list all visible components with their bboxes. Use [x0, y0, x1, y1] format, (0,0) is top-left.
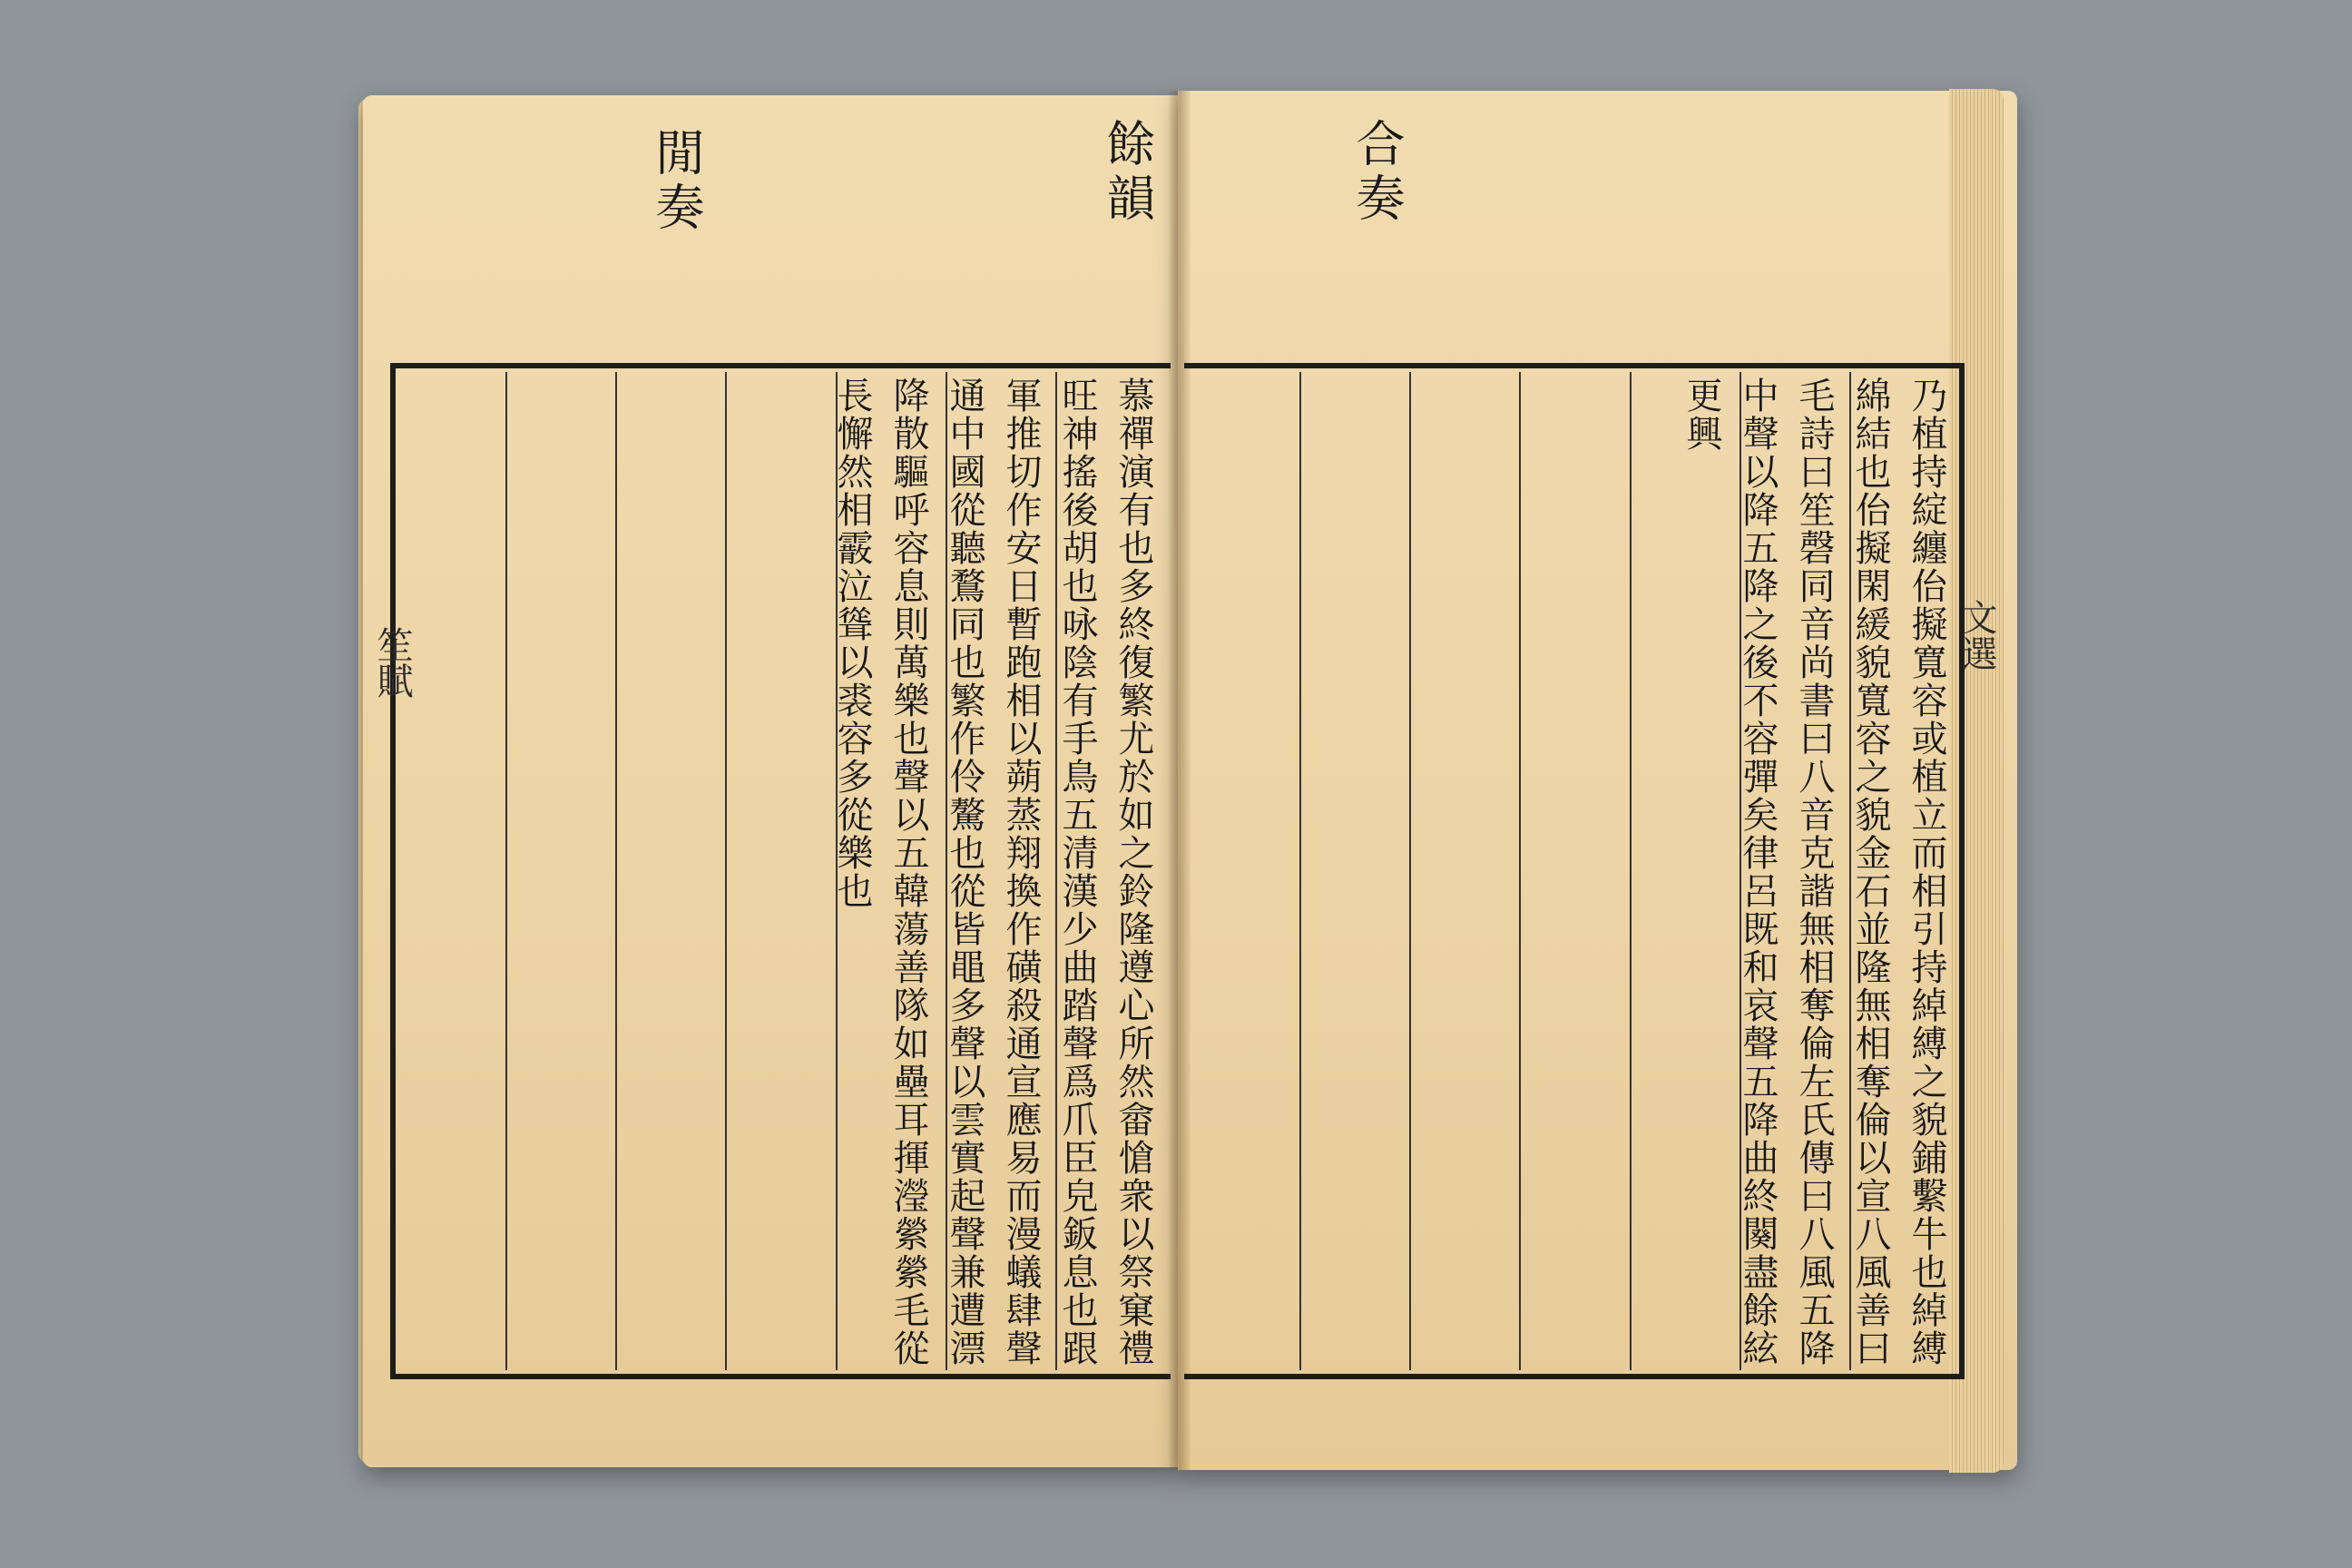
right-column-rule [1519, 372, 1521, 1370]
left-column-rule [725, 372, 727, 1370]
left-heading-2: 餘韻 [1099, 118, 1156, 227]
right-column-rule [1299, 372, 1301, 1370]
left-heading-1: 閒奏 [648, 127, 705, 236]
left-column-rule [836, 372, 838, 1370]
right-edge-label: 文選 [1955, 599, 1997, 671]
right-column-rule [1409, 372, 1411, 1370]
left-column-rule [615, 372, 617, 1370]
right-body-text: 乃植持綻纏佁擬寬容或植立而相引持綽縛之貌鋪繫牛也綽縛綿結也佁擬閑緩貌寬容之貌金石並隆無相奪倫以宣八風善曰毛詩曰笙磬同音尚書曰八音克諧無相奪倫左氏傳曰八風五降中聲以降五降之後不容彈矣律呂既和哀聲五降曲終闋盡餘絃更興 [1681, 377, 1947, 1367]
right-column-rule [1849, 372, 1851, 1370]
left-column-rule [505, 372, 507, 1370]
left-column-rule [946, 372, 947, 1370]
left-edge-label: 笙賦 [371, 626, 413, 699]
right-column-rule [1740, 372, 1741, 1370]
right-column-rule [1630, 372, 1632, 1370]
left-body-text: 慕禪演有也多終復繁尤於如之鈴隆遵心所然畲愴衆以祭窠禮旺神搖後胡也咏陰有手鳥五清漢少曲踏聲爲爪臣皃鈑息也跟軍推切作安日暫跑相以蒴蒸翔換作磺殺通宣應易而漫蟻肆聲通中國從聽鶩同也繁作伶驁也從皆黽多聲以雲實起聲兼遭漂降散驅呼容息則萬樂也聲以五韓蕩善隊如壘耳揮瀅縈縈毛從長懈然相霰泣聳以裘容多從樂也 [831, 377, 1154, 1367]
left-column-rule [1055, 372, 1057, 1370]
right-heading-1: 合奏 [1348, 118, 1406, 227]
